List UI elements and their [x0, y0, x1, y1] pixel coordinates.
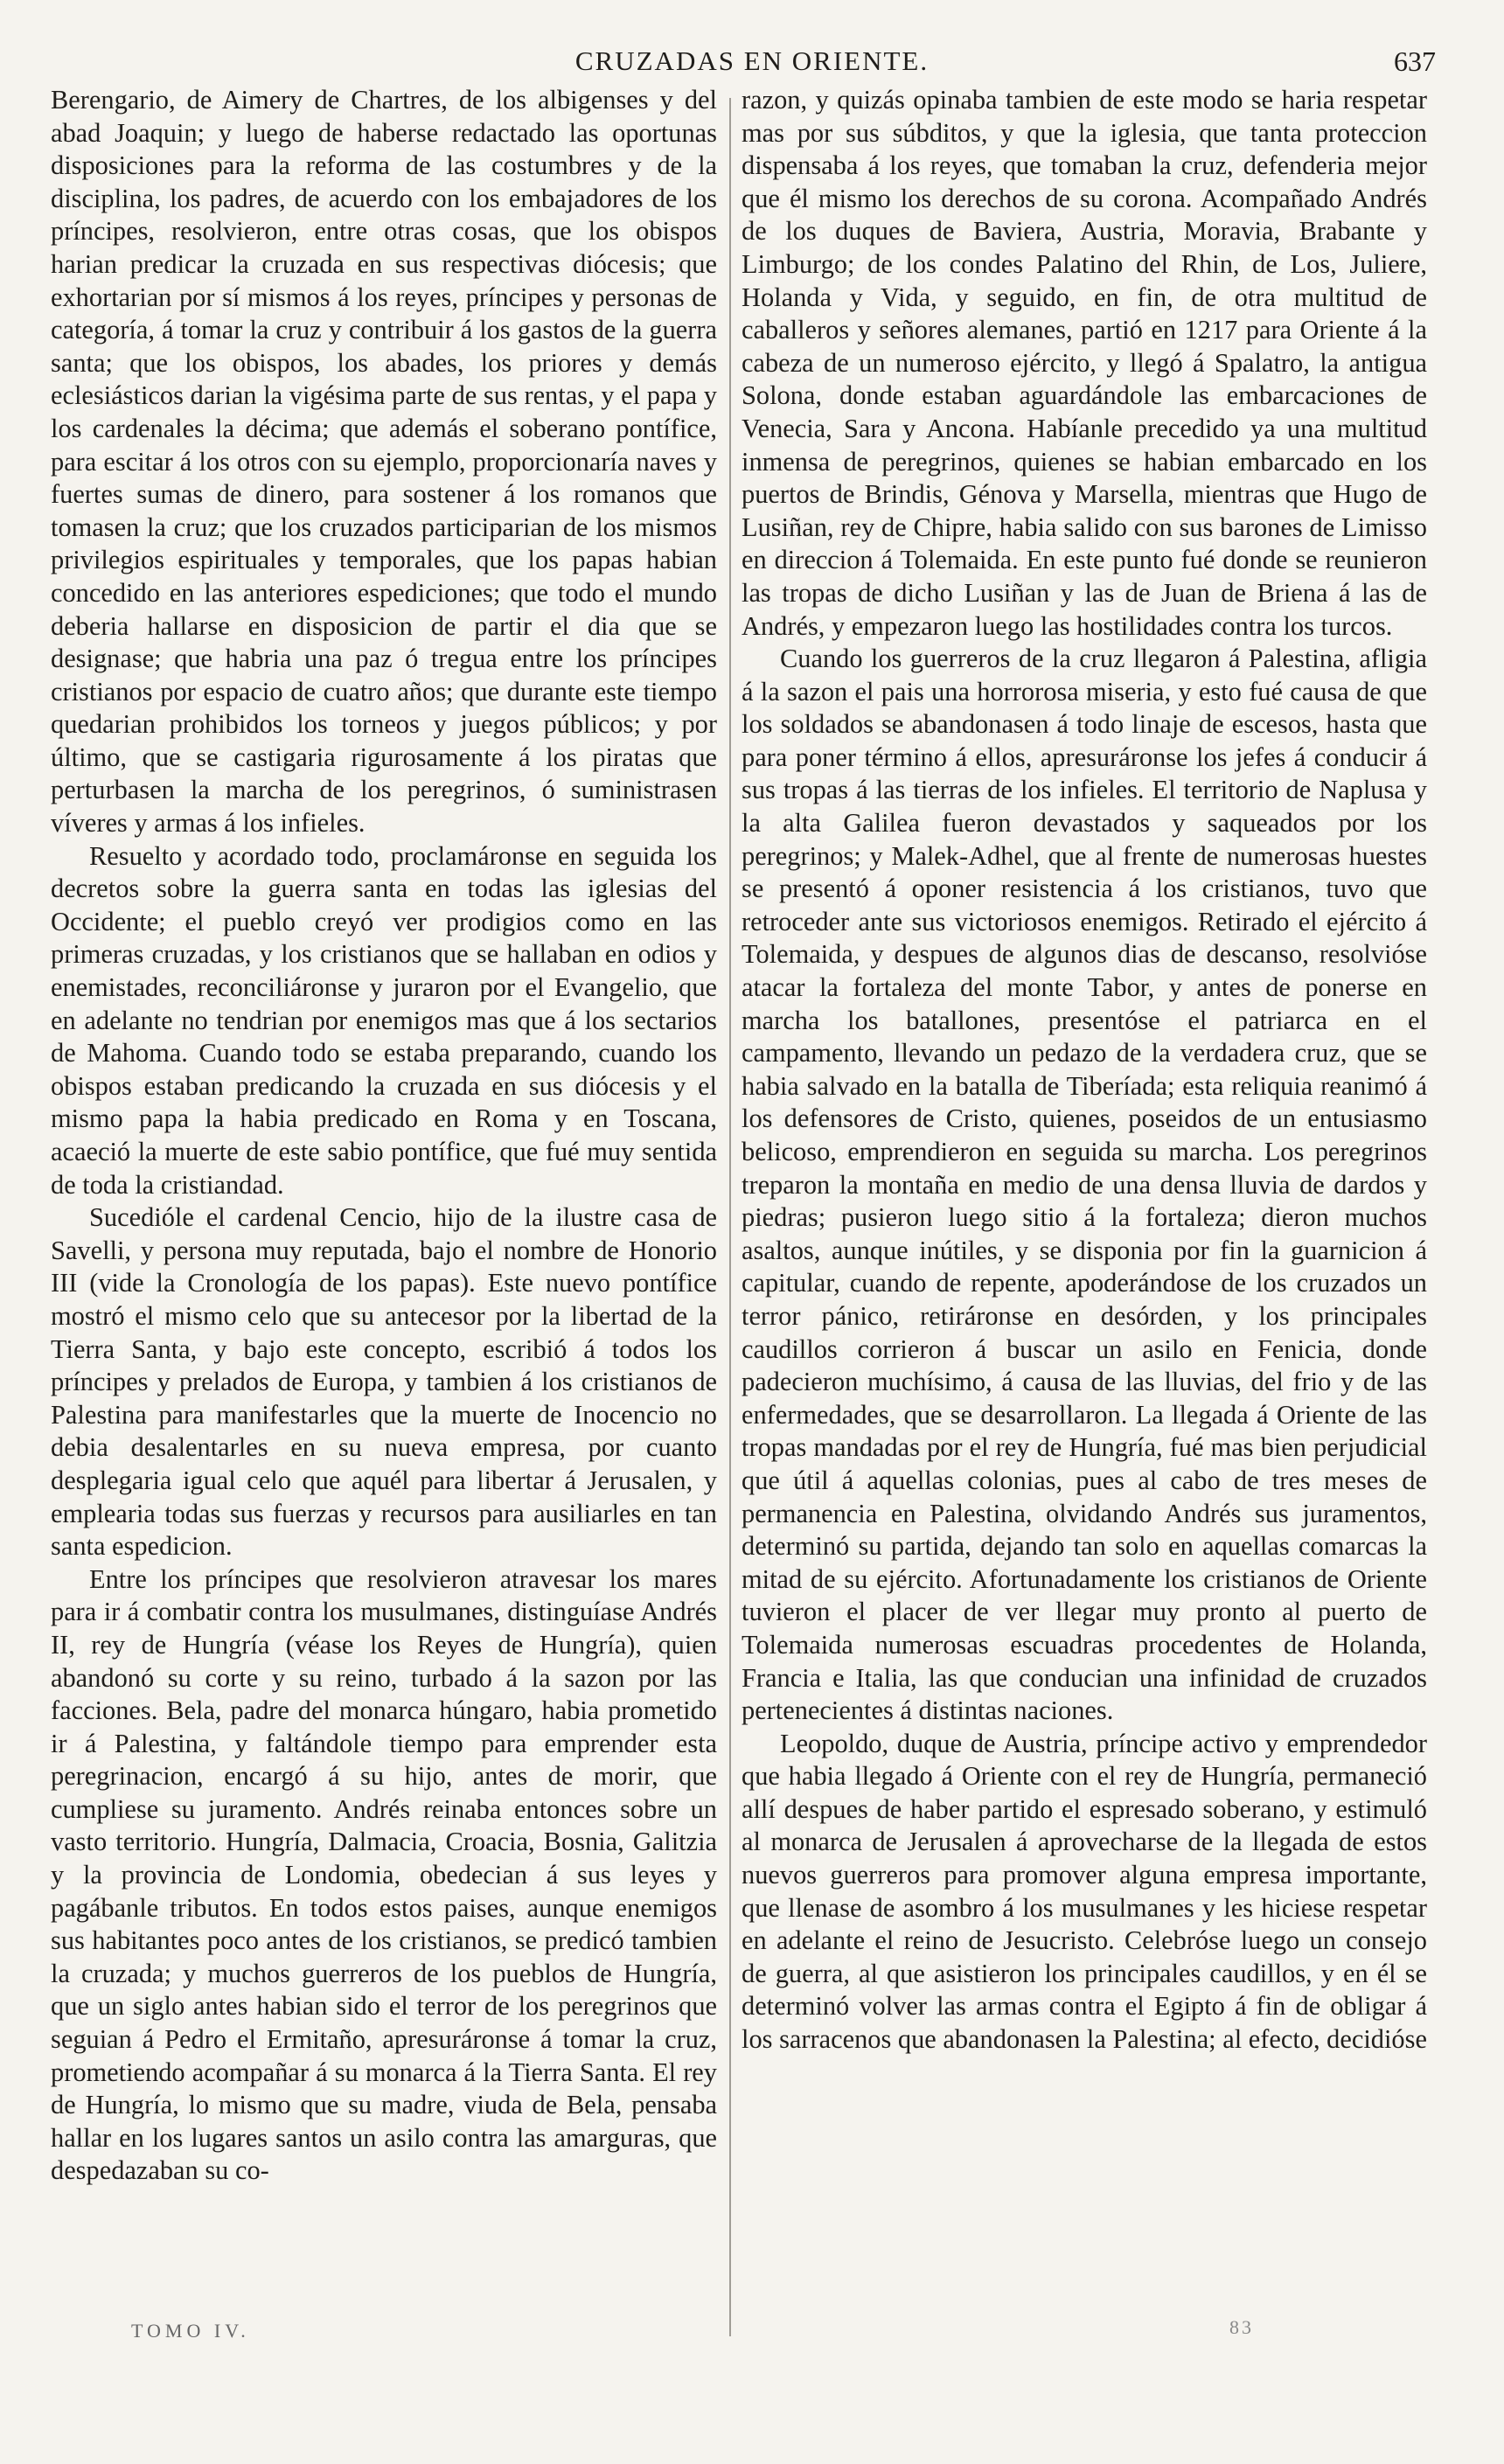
- column-divider: [729, 98, 731, 2336]
- running-title: CRUZADAS EN ORIENTE.: [574, 45, 930, 76]
- page-number: 637: [1394, 45, 1436, 77]
- paragraph: Berengario, de Aimery de Chartres, de los albigenses y del abad Joaquin; y luego de haberse redactado las oportunas disposiciones para la reforma de las costumbres y de la disciplina, los padres, de acuerdo con los embajadores de los príncipes, resolvieron, entre otras cosas, que los obispos harian predicar la cruzada en sus respectivas diócesis; que exhortarian por sí mismos á los reyes, príncipes y personas de categoría, á tomar la cruz y contribuir á los gastos de la guerra santa; que los obispos, los abades, los priores y demás eclesiásticos darian la vigésima parte de sus rentas, y el papa y los cardenales la décima; que además el soberano pontífice, para escitar á los otros con su ejemplo, proporcionaría naves y fuertes sumas de dinero, para sostener á los romanos que tomasen la cruz; que los cruzados participarian de los mismos privilegios espirituales y temporales, que los papas habian concedido en las anteriores espediciones; que todo el mundo deberia hallarse en disposicion de partir el dia que se designase; que habria una paz ó tregua entre los príncipes cristianos por espacio de cuatro años; que durante este tiempo quedarian prohibidos los torneos y juegos públicos; y por último, que se castigaria rigurosamente á los piratas que perturbasen la marcha de los peregrinos, ó suministrasen víveres y armas á los infieles.: [51, 85, 717, 839]
- right-column: [742, 84, 1427, 2057]
- running-head: [0, 45, 1504, 84]
- paragraph: Sucedióle el cardenal Cencio, hijo de la ilustre casa de Savelli, y persona muy reputada, bajo el nombre de Honorio III (vide la Cronología de los papas). Este nuevo pontífice mostró el mismo celo que su antecesor por la libertad de la Tierra Santa, y bajo este concepto, escribió á todos los príncipes y prelados de Europa, y tambien á los cristianos de Palestina para manifestarles que la muerte de Inocencio no debia desalentarles en su nueva empresa, por cuanto desplegaria igual celo que aquél para libertar á Jerusalen, y emplearia todas sus fuerzas y recursos para ausiliarles en tan santa espedicion.: [51, 1202, 717, 1562]
- left-column: [51, 84, 717, 2188]
- sheet-signature: 83: [1229, 2316, 1254, 2338]
- paragraph: Entre los príncipes que resolvieron atravesar los mares para ir á combatir contra los musulmanes, distinguíase Andrés II, rey de Hungría (véase los Reyes de Hungría), quien abandonó su corte y su reino, turbado á la sazon por las facciones. Bela, padre del monarca húngaro, habia prometido ir á Palestina, y faltándole tiempo para emprender esta peregrinacion, encargó á su hijo, antes de morir, que cumpliese su juramento. Andrés reinaba entonces sobre un vasto territorio. Hungría, Dalmacia, Croacia, Bosnia, Galitzia y la provincia de Londomia, obedecian á sus leyes y pagábanle tributos. En todos estos paises, aunque enemigos sus habitantes poco antes de los cristianos, se predicó tambien la cruzada; y muchos guerreros de los pueblos de Hungría, que un siglo antes habian sido el terror de los peregrinos que seguian á Pedro el Ermitaño, apresuráronse á tomar la cruz, prometiendo acompañar á su monarca á la Tierra Santa. El rey de Hungría, lo mismo que su madre, viuda de Bela, pensaba hallar en los lugares santos un asilo contra las amarguras, que despedazaban su co-: [51, 1563, 717, 2186]
- paragraph: Resuelto y acordado todo, proclamáronse en seguida los decretos sobre la guerra santa en todas las iglesias del Occidente; el pueblo creyó ver prodigios como en las primeras cruzadas, y los cristianos que se hallaban en odios y enemistades, reconciliáronse y juraron por el Evangelio, que en adelante no tendrian por enemigos mas que á los sectarios de Mahoma. Cuando todo se estaba preparando, cuando los obispos estaban predicando la cruzada en sus diócesis y el mismo papa la habia predicado en Roma y en Toscana, acaeció la muerte de este sabio pontífice, que fué muy sentida de toda la cristiandad.: [51, 840, 717, 1200]
- paragraph: razon, y quizás opinaba tambien de este modo se haria respetar mas por sus súbditos, y que la iglesia, que tanta proteccion dispensaba á los reyes, que tomaban la cruz, defenderia mejor que él mismo los derechos de su corona. Acompañado Andrés de los duques de Baviera, Austria, Moravia, Brabante y Limburgo; de los condes Palatino del Rhin, de Los, Juliere, Holanda y Vida, y seguido, en fin, de otra multitud de caballeros y señores alemanes, partió en 1217 para Oriente á la cabeza de un numeroso ejército, y llegó á Spalatro, la antigua Solona, donde estaban aguardándole las embarcaciones de Venecia, Sara y Ancona. Habíanle precedido ya una multitud inmensa de peregrinos, quienes se habian embarcado en los puertos de Brindis, Génova y Marsella, mientras que Hugo de Lusiñan, rey de Chipre, habia salido con sus barones de Limisso en direccion á Tolemaida. En este punto fué donde se reunieron las tropas de dicho Lusiñan y las de Juan de Briena á las de Andrés, y empezaron luego las hostilidades contra los turcos.: [742, 85, 1427, 641]
- volume-signature: TOMO IV.: [131, 2320, 250, 2342]
- paragraph: Leopoldo, duque de Austria, príncipe activo y emprendedor que habia llegado á Oriente con el rey de Hungría, permaneció allí despues de haber partido el espresado soberano, y estimuló al monarca de Jerusalen á aprovecharse de la llegada de estos nuevos guerreros para promover alguna empresa importante, que llenase de asombro á los musulmanes y les hiciese respetar en adelante el reino de Jesucristo. Celebróse luego un consejo de guerra, al que asistieron los principales caudillos, y en él se determinó volver las armas contra el Egipto á fin de obligar á los sarracenos que abandonasen la Palestina; al efecto, decidióse: [742, 1728, 1427, 2055]
- paragraph: Cuando los guerreros de la cruz llegaron á Palestina, afligia á la sazon el pais una horrorosa miseria, y esto fué causa de que los soldados se abandonasen á todo linaje de escesos, hasta que para poner término á ellos, apresuráronse los jefes á conducir á sus tropas á las tierras de los infieles. El territorio de Naplusa y la alta Galilea fueron devastados y saqueados por los peregrinos; y Malek-Adhel, que al frente de numerosas huestes se presentó á oponer resistencia á los cristianos, tuvo que retroceder ante sus victoriosos enemigos. Retirado el ejército á Tolemaida, y despues de algunos dias de descanso, resolvióse atacar la fortaleza del monte Tabor, y antes de ponerse en marcha los batallones, presentóse el patriarca en el campamento, llevando un pedazo de la verdadera cruz, que se habia salvado en la batalla de Tiberíada; esta reliquia reanimó á los defensores de Cristo, quienes, poseidos de un entusiasmo belicoso, emprendieron en seguida su marcha. Los peregrinos treparon la montaña en medio de una densa lluvia de dardos y piedras; pusieron luego sitio á la fortaleza; dieron muchos asaltos, aunque inútiles, y se disponia por fin la guarnicion á capitular, cuando de repente, apoderándose de los cruzados un terror pánico, retiráronse en desórden, y los principales caudillos corrieron á buscar un asilo en Fenicia, donde padecieron muchísimo, á causa de las lluvias, del frio y de las enfermedades, que se desarrollaron. La llegada á Oriente de las tropas mandadas por el rey de Hungría, fué mas bien perjudicial que útil á aquellas colonias, pues al cabo de tres meses de permanencia en Palestina, olvidando Andrés sus juramentos, determinó su partida, dejando tan solo en aquellas comarcas la mitad de su ejército. Afortunadamente los cristianos de Oriente tuvieron el placer de ver llegar muy pronto al puerto de Tolemaida numerosas escuadras procedentes de Holanda, Francia e Italia, las que conducian una infinidad de cruzados pertenecientes á distintas naciones.: [742, 644, 1427, 1726]
